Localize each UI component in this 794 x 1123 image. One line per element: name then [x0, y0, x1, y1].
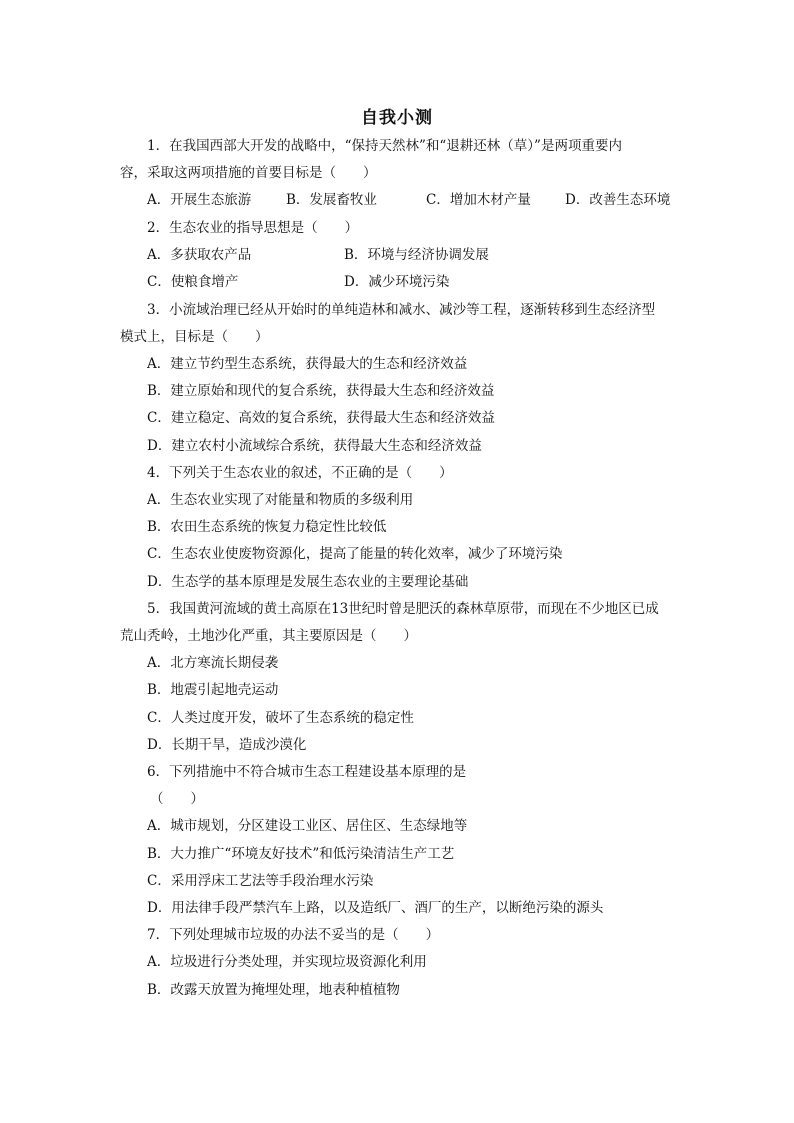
q2-stem: 2．生态农业的指导思想是（ ） — [147, 220, 359, 236]
q3-option-b: B．建立原始和现代的复合系统，获得最大生态和经济效益 — [147, 383, 495, 399]
q7-option-b: B．改露天放置为掩埋处理，地表种植植物 — [147, 982, 400, 998]
q3-option-d: D．建立农村小流域综合系统，获得最大生态和经济效益 — [147, 438, 482, 454]
q1-option-d: D．改善生态环境 — [565, 192, 671, 208]
q7-option-a: A．垃圾进行分类处理，并实现垃圾资源化利用 — [147, 954, 427, 970]
q6-option-c: C．采用浮床工艺法等手段治理水污染 — [147, 873, 374, 889]
q4-option-c: C．生态农业使废物资源化，提高了能量的转化效率，减少了环境污染 — [147, 546, 563, 562]
q4-option-a: A．生态农业实现了对能量和物质的多级利用 — [147, 492, 414, 508]
q2-option-d: D．减少环境污染 — [344, 274, 450, 290]
q2-option-a: A．多获取农产品 — [147, 247, 252, 263]
q4-option-b: B．农田生态系统的恢复力稳定性比较低 — [147, 519, 387, 535]
page-title: 自我小测 — [361, 108, 433, 128]
q4-stem: 4．下列关于生态农业的叙述，不正确的是（ ） — [147, 465, 453, 481]
q3-option-c: C．建立稳定、高效的复合系统，获得最大生态和经济效益 — [147, 410, 495, 426]
q3-stem-line2: 模式上，目标是（ ） — [120, 329, 269, 345]
q6-option-b: B．大力推广“环境友好技术”和低污染清洁生产工艺 — [147, 846, 455, 862]
q3-option-a: A．建立节约型生态系统，获得最大的生态和经济效益 — [147, 356, 468, 372]
q1-option-a: A．开展生态旅游 — [147, 192, 252, 208]
q6-stem-line1: 6．下列措施中不符合城市生态工程建设基本原理的是 — [147, 764, 467, 780]
q5-option-c: C．人类过度开发，破坏了生态系统的稳定性 — [147, 710, 414, 726]
q1-stem-line1: 1．在我国西部大开发的战略中，“保持天然林”和“退耕还林（草）”是两项重要内 — [147, 138, 622, 154]
q7-stem: 7．下列处理城市垃圾的办法不妥当的是（ ） — [147, 927, 440, 943]
q4-option-d: D．生态学的基本原理是发展生态农业的主要理论基础 — [147, 574, 469, 590]
q1-option-c: C．增加木材产量 — [426, 192, 531, 208]
q5-option-b: B．地震引起地壳运动 — [147, 682, 279, 698]
q5-stem-line1: 5．我国黄河流域的黄土高原在13世纪时曾是肥沃的森林草原带，而现在不少地区已成 — [147, 601, 659, 617]
q5-stem-line2: 荒山秃岭，土地沙化严重，其主要原因是（ ） — [120, 628, 417, 644]
q2-option-c: C．使粮食增产 — [147, 274, 239, 290]
q5-option-d: D．长期干旱，造成沙漠化 — [147, 737, 307, 753]
q1-stem-line2: 容，采取这两项措施的首要目标是（ ） — [120, 165, 377, 181]
q6-option-a: A．城市规划，分区建设工业区、居住区、生态绿地等 — [147, 818, 468, 834]
q3-stem-line1: 3．小流域治理已经从开始时的单纯造林和减水、减沙等工程，逐渐转移到生态经济型 — [147, 302, 656, 318]
q5-option-a: A．北方寒流长期侵袭 — [147, 655, 279, 671]
q6-stem-line2: （ ） — [150, 791, 204, 807]
q1-option-b: B．发展畜牧业 — [286, 192, 377, 208]
q2-option-b: B．环境与经济协调发展 — [344, 247, 489, 263]
q6-option-d: D．用法律手段严禁汽车上路，以及造纸厂、酒厂的生产，以断绝污染的源头 — [147, 900, 604, 916]
